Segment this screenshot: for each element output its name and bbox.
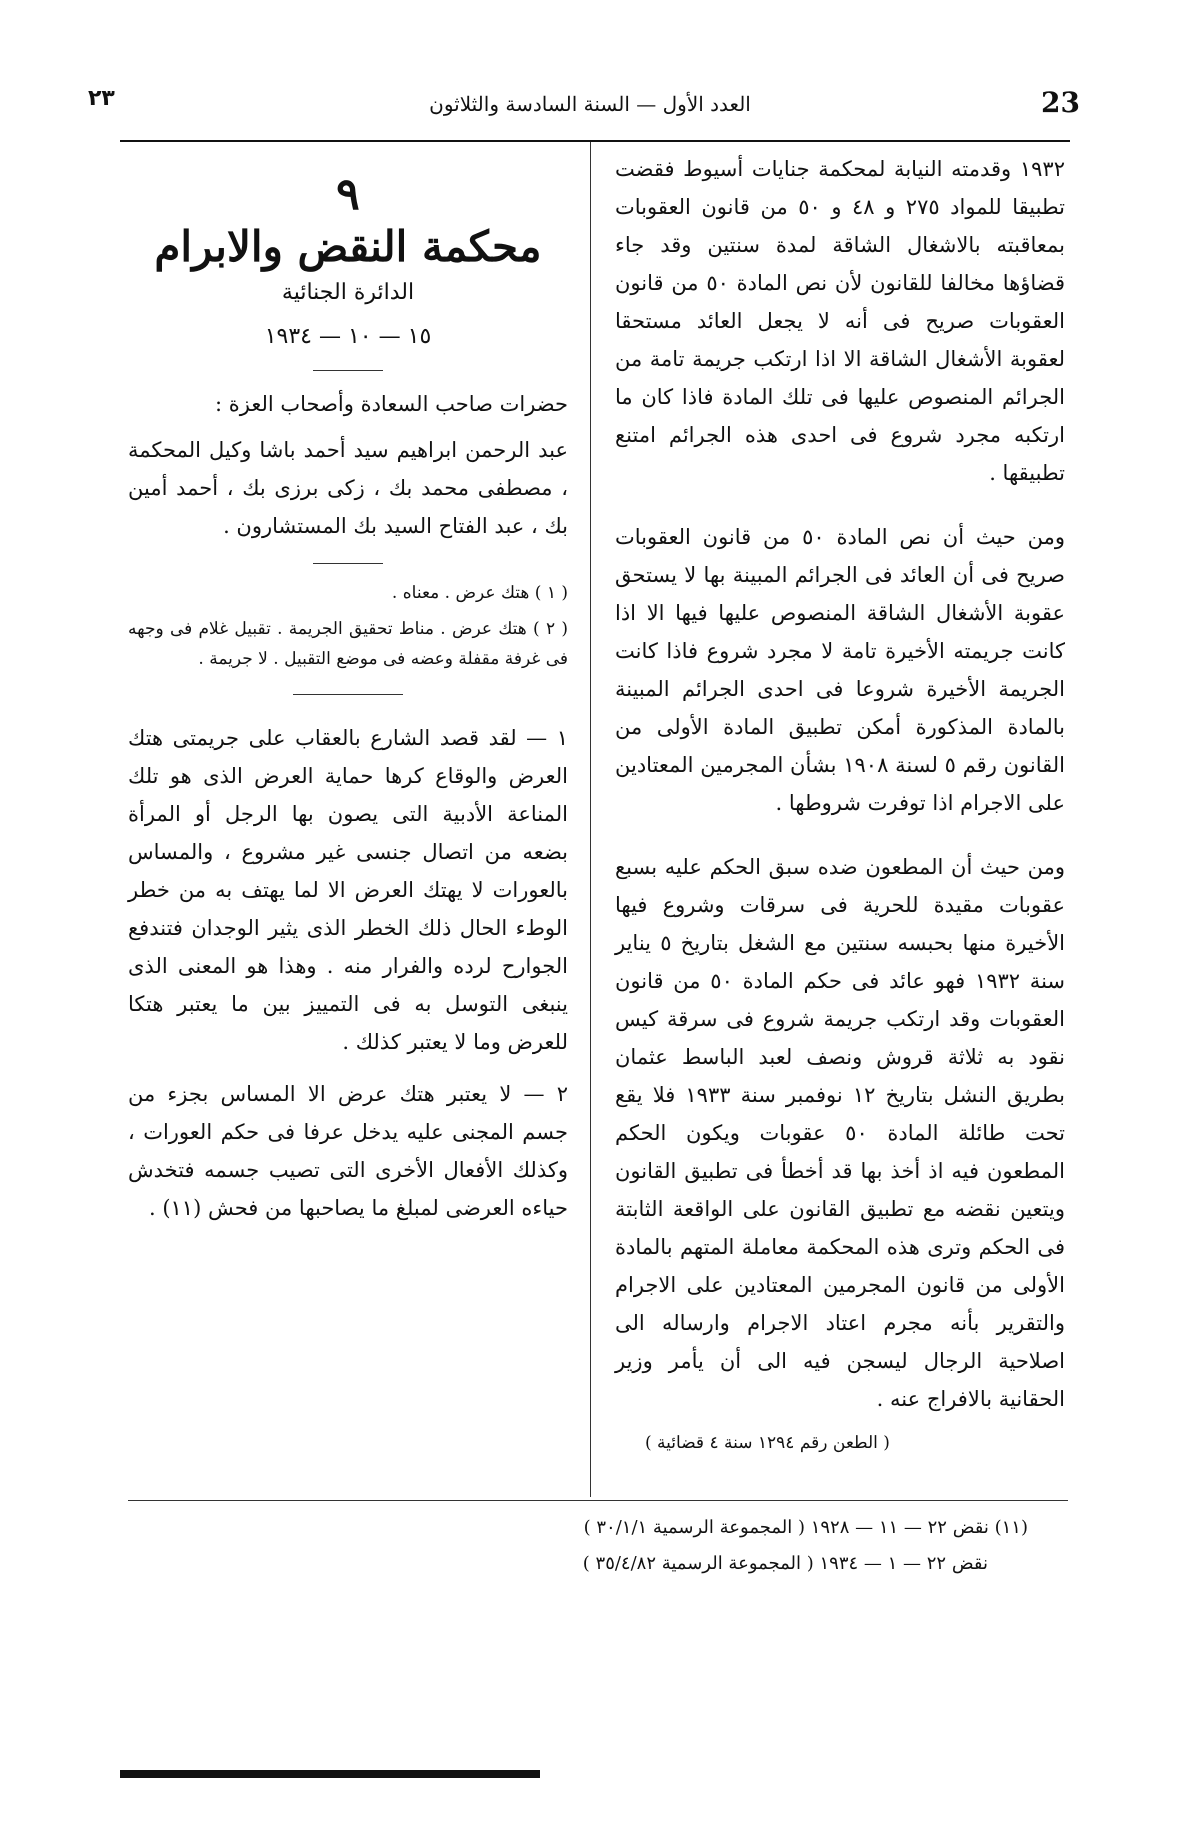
separator-judges — [313, 563, 383, 564]
bottom-page-bar — [120, 1770, 540, 1778]
footnote-line-2: نقض ٢٢ — ١ — ١٩٣٤ ( المجموعة الرسمية ٣٥/٤/٨٢ ) — [582, 1553, 988, 1574]
principle-2: ٢ — لا يعتبر هتك عرض الا المساس بجزء من جسم المجنى عليه يدخل عرفا فى حكم العورات ، وكذلك الأفعال الأخرى التى تصيب جسمه فتخدش حياءه العرضى لمبلغ ما يصاحبها من فحش (١١) . — [128, 1082, 568, 1220]
session-date: ١٥ — ١٠ — ١٩٣٤ — [264, 324, 432, 349]
principle-1: ١ — لقد قصد الشارع بالعقاب على جريمتى هتك العرض والوقاع كرها حماية العرض الذى هو تلك المناعة الأدبية التى يصون بها الرجل أو المرأة بضعه من اتصال جنسى غير مشروع ، والمساس بالعورات لا يهتك العرض الا لما يهتف به من خطر الوطء الحال ذلك الخطر الذى يثير الوجدان فتندفع الجوارح لرده والفرار منه . وهذا هو المعنى الذى ينبغى التوسل به فى التمييز بين ما يعتبر هتكا للعرض وما لا يعتبر كذلك . — [128, 726, 568, 1054]
presence-intro: حضرات صاحب السعادة وأصحاب العزة : — [214, 392, 568, 416]
footnote-rule — [128, 1500, 1068, 1501]
headnote-2: ( ٢ ) هتك عرض . مناط تحقيق الجريمة . تقبيل غلام فى وجهه فى غرفة مقفلة وعضه فى موضع التقبيل . لا جريمة . — [128, 619, 569, 669]
left-column — [128, 150, 568, 1227]
paragraph-1: ١٩٣٢ وقدمته النيابة لمحكمة جنايات أسيوط فقضت تطبيقا للمواد ٢٧٥ و ٤٨ و ٥٠ من قانون العقوبات بمعاقبته بالاشغال الشاقة لمدة سنتين وقد جاء قضاؤها مخالفا للقانون لأن نص المادة ٥٠ من قانون العقوبات صريح فى أنه لا يجعل العائد مستحقا لعقوبة الأشغال الشاقة الا اذا ارتكب جريمة تامة من الجرائم المنصوص عليها فى تلك المادة فاذا كان ما ارتكبه مجرد شروع فى احدى هذه الجرائم امتنع تطبيقها . — [615, 157, 1065, 485]
case-reference: ( الطعن رقم ١٢٩٤ سنة ٤ قضائية ) — [645, 1433, 890, 1453]
court-title: محكمة النقض والابرام — [154, 222, 542, 271]
separator-short — [313, 370, 383, 371]
page-number-arabic: ٢٣ — [88, 86, 115, 111]
paragraph-2: ومن حيث أن نص المادة ٥٠ من قانون العقوبات صريح فى أن العائد فى الجرائم المبينة بها لا يستحق عقوبة الأشغال الشاقة المنصوص عليها فيها الا اذا كانت جريمته الأخيرة تامة لا مجرد شروع فاذا كانت الجريمة الأخيرة شروعا فى احدى الجرائم المبينة بالمادة المذكورة أمكن تطبيق المادة الأولى من القانون رقم ٥ لسنة ١٩٠٨ بشأن المجرمين المعتادين على الاجرام اذا توفرت شروطها . — [615, 525, 1065, 815]
judges-list: عبد الرحمن ابراهيم سيد أحمد باشا وكيل المحكمة ، مصطفى محمد بك ، زكى برزى بك ، أحمد أمين بك ، عبد الفتاح السيد بك المستشارون . — [128, 438, 568, 538]
paragraph-3: ومن حيث أن المطعون ضده سبق الحكم عليه بسبع عقوبات مقيدة للحرية فى سرقات وشروع فيها الأخيرة منها بحبسه سنتين مع الشغل بتاريخ ٥ يناير سنة ١٩٣٢ فهو عائد فى حكم المادة ٥٠ من قانون العقوبات وقد ارتكب جريمة شروع فى سرقة كيس نقود به ثلاثة قروش ونصف لعبد الباسط عثمان بطريق النشل بتاريخ ١٢ نوفمبر سنة ١٩٣٣ فلا يقع تحت طائلة المادة ٥٠ عقوبات ويكون الحكم المطعون فيه اذ أخذ بها قد أخطأ فى تطبيق القانون ويتعين نقضه مع تطبيق القانون على الواقعة الثابتة فى الحكم وترى هذه المحكمة معاملة المتهم بالمادة الأولى من قانون المجرمين المعتادين على الاجرام والتقرير بأنه مجرم اعتاد الاجرام وارساله الى اصلاحية الرجال ليسجن فيه الى أن يأمر وزير الحقانية بالافراج عنه . — [615, 855, 1066, 1411]
running-header-title: العدد الأول — السنة السادسة والثلاثون — [429, 92, 751, 116]
case-number: ٩ — [336, 169, 360, 220]
page-number-latin: 23 — [1041, 86, 1080, 119]
circuit-name: الدائرة الجنائية — [281, 280, 415, 305]
column-divider — [590, 142, 591, 1497]
right-column — [615, 150, 1065, 1462]
headnote-1: ( ١ ) هتك عرض . معناه . — [391, 583, 568, 603]
footnotes — [128, 1510, 1028, 1582]
header-rule — [120, 140, 1070, 142]
separator-headnotes — [293, 694, 403, 695]
footnote-line-1: (١١) نقض ٢٢ — ١١ — ١٩٢٨ ( المجموعة الرسمية ٣٠/١/١ ) — [583, 1517, 1028, 1538]
